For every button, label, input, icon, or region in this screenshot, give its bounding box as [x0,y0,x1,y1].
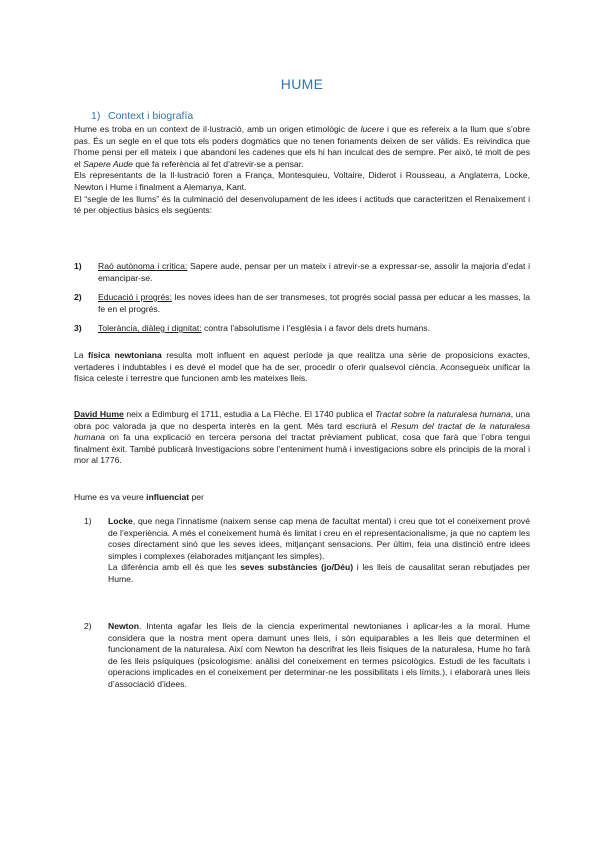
author-name: David Hume [74,409,124,419]
objective-text: contra l’absolutisme i l’església i a favor dels drets humans. [201,323,430,333]
influence-item-newton [84,621,530,691]
objective-title: Raó autònoma i crítica: [98,261,188,271]
objective-title: Tolerància, diàleg i dignitat: [98,323,202,333]
paragraph-text: neix a Edimburg el 1711, estudia a La Flèche. El 1740 publica el [123,409,376,419]
objective-item [74,261,530,284]
intro-paragraph-1 [74,124,530,170]
objective-text: Sapere aude, pensar per un mateix i atrevir-se a expressar-se, assolir la majoria d’edat i emancipar-se. [98,261,530,283]
biography-paragraph [74,409,530,467]
paragraph-text: , una obra poc valorada ja que no desperta interès en la gent. Més tard escriurà el [74,409,531,431]
item-number: 2) [84,621,92,631]
influence-text: . Intenta agafar les lleis de la ciencia experimental newtonianes i aplicar-les a la moral. Hume considera que la nostra ment opera damunt unes lleis, i són equiparables a les lleis que determinen el funcionament de la naturalesa. Així com Newton ha descrifrat les lleis físiques de la naturalesa, Hume ho farà de les lleis psíquiques (psicologisme: anàlisi del coneixement en termes psicològics. Estudi de les facultats i operacions implicades en el coneixement per determinar-ne les possibilitats i els límits.), i elaborarà unes lleis d’associació d’idees. [108,621,530,689]
influence-text: , que nega l’innatisme (naixem sense cap mena de facultat mental) i creu que tot el coneixement prové de l’experiència. A més el coneixement humà és limitat i creu en el representacionalisme, ja que no captem les coses directament sinó que les seves idees, mitjançant sensacions. Per últim, feia una distinció entre idees simples i complexes (elaborades mitjançant les simples). [108,516,530,561]
objective-item [74,323,530,335]
term-lucere: lucere [360,124,384,134]
objective-title: Educació i progrés: [98,292,172,302]
bold-term: seves substàncies (jo/Déu) [240,562,354,573]
paragraph-text: resulta molt influent en aquest període ja que realitza una sèrie de proposicions exactes, vertaderes i indubtables i es devé el model que ha de ser, procedir o oferir qualsevol ciència. Aconsegueix unificar la física celeste i terrestre que funcionen amb les mateixes lleis. [74,350,530,384]
section-heading-text: Context i biografía [108,110,194,122]
item-number: 1) [84,516,92,526]
objective-item [74,292,530,315]
page-title: HUME [280,76,324,92]
intro-text: i que es refereix a la llum que s’obre pas. És un segle en el que tots els poders dogmàtics que no tenen fonaments deixen de ser vàlids. Es reivindica que l’home pensi per ell mateix i que abandoni les cadenes que els hi han inculcat des de sempre. Per això, té molt de pes el [74,124,530,169]
item-number: 2) [74,292,82,302]
influence-intro [74,492,530,504]
intro-text: Hume es troba en un context de il·lustració, amb un origen etimològic de [74,124,361,134]
section-heading-context [91,110,193,122]
bold-term: influenciat [146,492,190,502]
intro-paragraphs [74,124,530,217]
paragraph-text: on fa una explicació en tercera persona del tractat prèviament publicat, cosa que farà que l’obra tengui finalment èxit. També publicarà Investigacions sobre l’enteniment humà i investigacions sobre els principis de la moral i mor al 1776. [74,432,530,466]
influence-name: Newton [108,621,140,631]
paragraph-text: Hume es va veure [74,492,147,502]
objective-text: les noves idees han de ser transmeses, tot progrés social passa per educar a les masses, la fe en el progrés. [98,292,530,314]
intro-paragraph-2: Els representants de la Il·lustració foren a França, Montesquieu, Voltaire, Diderot i Rousseau, a Anglaterra, Locke, Newton i Hume i finalment a Alemanya, Kant. [74,170,530,192]
item-number: 3) [74,323,82,333]
term-sapere-aude: Sapere Aude [83,158,133,169]
influence-item-locke [84,516,530,586]
influence-name: Locke [108,516,133,526]
bold-term: física newtoniana [88,350,162,360]
paragraph-text: La [74,350,89,360]
work-title: Tractat sobre la naturalesa humana [375,409,511,419]
section-number: 1) [91,110,101,122]
item-number: 1) [74,261,82,271]
intro-paragraph-3: El “segle de les llums” és la culminació del desenvolupament de les idees i actituds que caracteritzen el Renaixement i té per objectius bàsics els següents: [74,193,530,216]
intro-text: que fa referència al fet d’atrevir-se a pensar. [132,158,304,169]
newton-paragraph [74,350,530,385]
influence-text: La diferència amb ell és que les [108,562,241,573]
influence-text: i les lleis de causalitat seran rebutjades per Hume. [108,562,530,584]
work-title: Resum del tractat de la naturalesa humana [74,420,530,443]
paragraph-text: per [189,492,204,502]
